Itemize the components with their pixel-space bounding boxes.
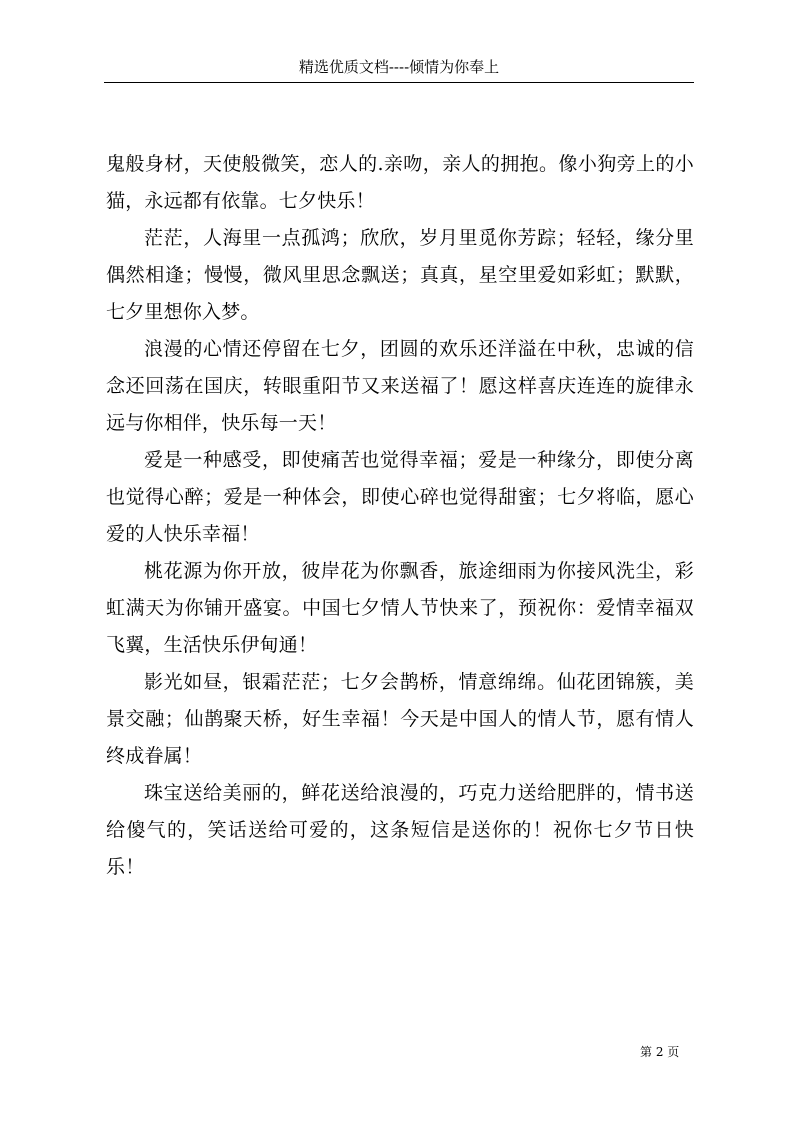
- paragraph-3: 浪漫的心情还停留在七夕，团圆的欢乐还洋溢在中秋，忠诚的信念还回荡在国庆，转眼重阳节又来送福了！愿这样喜庆连连的旋律永远与你相伴，快乐每一天！: [106, 338, 694, 434]
- paragraph-1: 鬼般身材，天使般微笑，恋人的.亲吻，亲人的拥抱。像小狗旁上的小猫，永远都有依靠。七夕快乐！: [106, 153, 694, 212]
- paragraph-5: 桃花源为你开放，彼岸花为你飘香，旅途细雨为你接风洗尘，彩虹满天为你铺开盛宴。中国七夕情人节快来了，预祝你：爱情幸福双飞翼，生活快乐伊甸通！: [106, 560, 694, 656]
- header-title: 精选优质文档----倾情为你奉上: [298, 58, 500, 76]
- document-body: [106, 146, 694, 886]
- paragraph-7: 珠宝送给美丽的，鲜花送给浪漫的，巧克力送给肥胖的，情书送给傻气的，笑话送给可爱的，这条短信是送你的！祝你七夕节日快乐！: [106, 782, 694, 878]
- page-header: [104, 56, 694, 83]
- page-footer: [640, 1044, 679, 1060]
- page-number: 第 2 页: [640, 1045, 680, 1059]
- paragraph-6: 影光如昼，银霜茫茫；七夕会鹊桥，情意绵绵。仙花团锦簇，美景交融；仙鹊聚天桥，好生幸福！今天是中国人的情人节，愿有情人终成眷属！: [106, 671, 694, 767]
- paragraph-2: 茫茫，人海里一点孤鸿；欣欣，岁月里觅你芳踪；轻轻，缘分里偶然相逢；慢慢，微风里思念飘送；真真，星空里爱如彩虹；默默，七夕里想你入梦。: [106, 227, 694, 323]
- paragraph-4: 爱是一种感受，即使痛苦也觉得幸福；爱是一种缘分，即使分离也觉得心醉；爱是一种体会，即使心碎也觉得甜蜜；七夕将临，愿心爱的人快乐幸福！: [106, 449, 694, 545]
